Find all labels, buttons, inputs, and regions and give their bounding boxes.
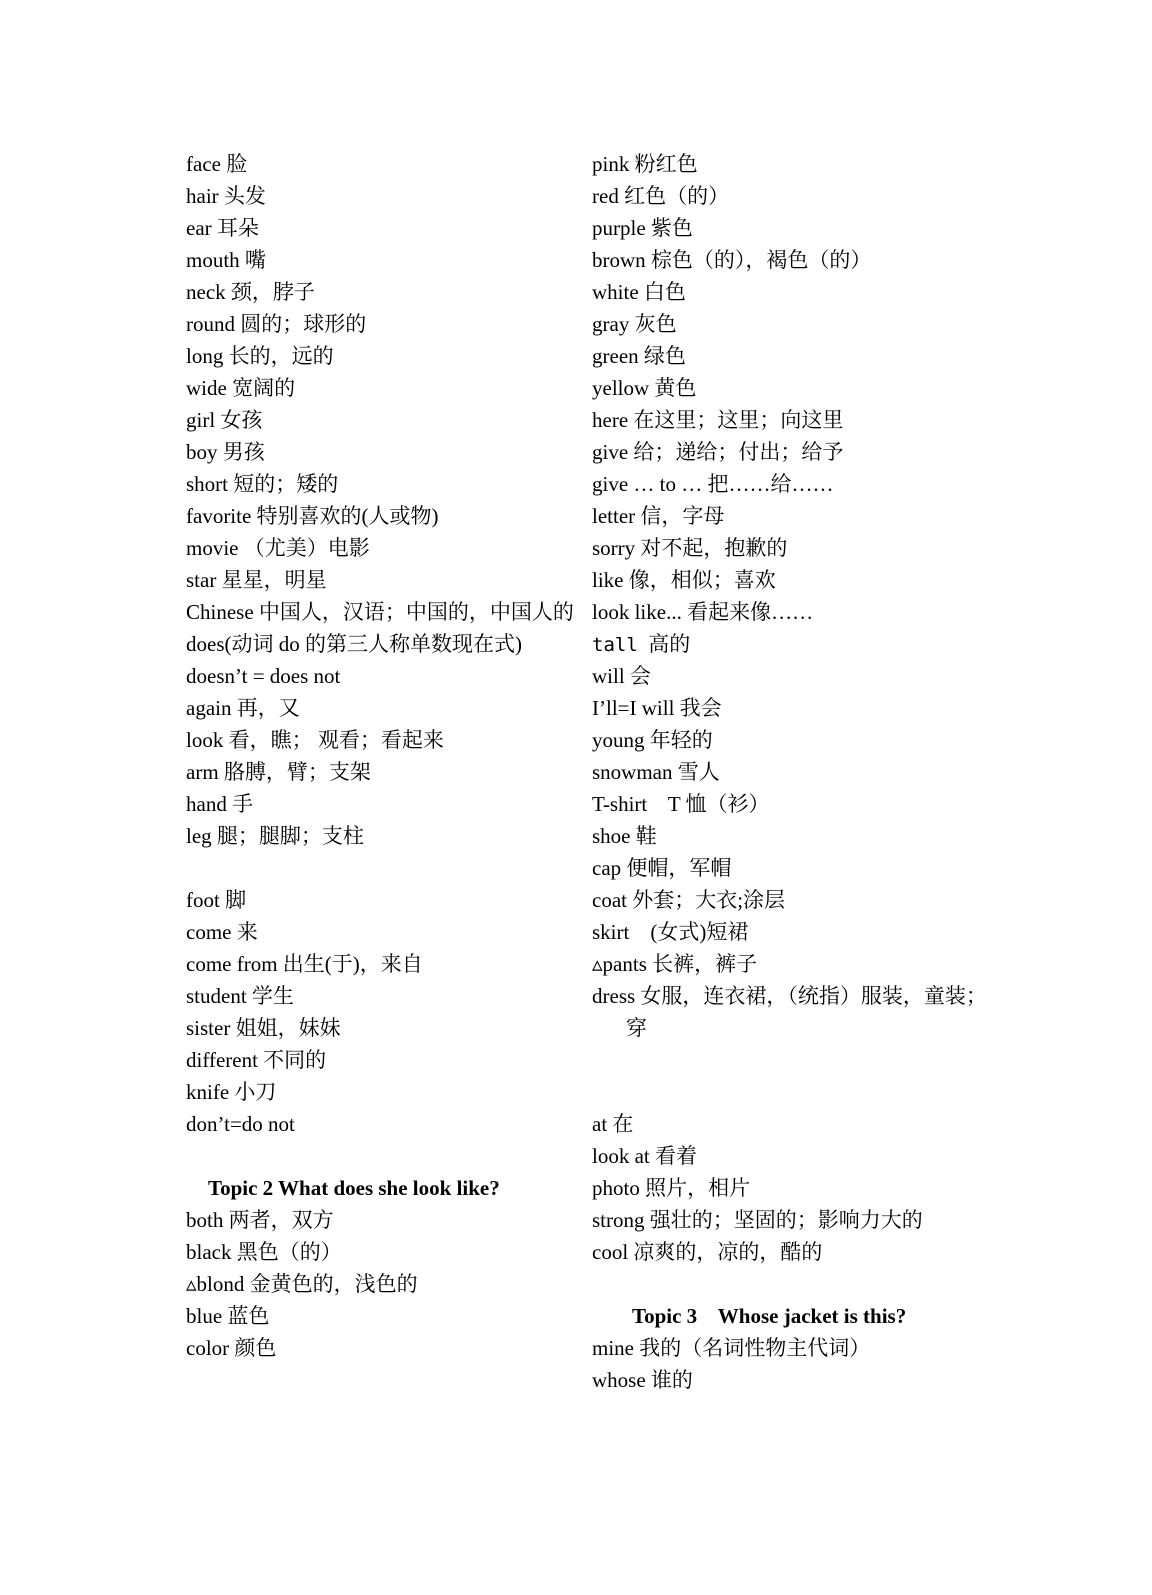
vocab-entry: sister 姐姐，妹妹 bbox=[186, 1016, 341, 1040]
vocab-entry: brown 棕色（的），褐色（的） bbox=[592, 248, 872, 272]
vocab-entry: sorry 对不起，抱歉的 bbox=[592, 536, 788, 560]
vocab-entry: mine 我的（名词性物主代词） bbox=[592, 1336, 871, 1360]
vocab-entry: young 年轻的 bbox=[592, 728, 713, 752]
vocab-entry: whose 谁的 bbox=[592, 1368, 693, 1392]
vocab-entry: mouth 嘴 bbox=[186, 248, 266, 272]
vocab-entry: leg 腿；腿脚；支柱 bbox=[186, 824, 364, 848]
vocab-entry: cool 凉爽的，凉的，酷的 bbox=[592, 1240, 823, 1264]
vocab-entry: skirt (女式)短裙 bbox=[592, 920, 749, 944]
vocab-entry: neck 颈，脖子 bbox=[186, 280, 315, 304]
vocab-entry: ear 耳朵 bbox=[186, 216, 259, 240]
topic-heading: Topic 2 What does she look like? bbox=[208, 1176, 500, 1200]
vocab-entry: hand 手 bbox=[186, 792, 254, 816]
vocab-entry: star 星星，明星 bbox=[186, 568, 327, 592]
vocab-meaning: 高的 bbox=[637, 632, 691, 656]
vocab-entry: arm 胳膊，臂；支架 bbox=[186, 760, 371, 784]
vocab-entry: does(动词 do 的第三人称单数现在式) bbox=[186, 632, 522, 656]
vocab-entry: wide 宽阔的 bbox=[186, 376, 296, 400]
vocab-entry: look at 看着 bbox=[592, 1144, 697, 1168]
right-column bbox=[592, 148, 987, 1396]
vocab-entry: come 来 bbox=[186, 920, 258, 944]
vocab-entry: will 会 bbox=[592, 664, 651, 688]
spacer bbox=[592, 1268, 982, 1300]
vocab-entry: snowman 雪人 bbox=[592, 760, 720, 784]
vocab-entry: girl 女孩 bbox=[186, 408, 263, 432]
vocab-entry: come from 出生(于)，来自 bbox=[186, 952, 423, 976]
vocab-entry: movie （尤美）电影 bbox=[186, 536, 370, 560]
vocab-entry: black 黑色（的） bbox=[186, 1240, 342, 1264]
vocab-entry: yellow 黄色 bbox=[592, 376, 697, 400]
vocab-entry: shoe 鞋 bbox=[592, 824, 657, 848]
vocab-entry: I’ll=I will 我会 bbox=[592, 696, 722, 720]
vocab-entry: favorite 特别喜欢的(人或物) bbox=[186, 504, 439, 528]
vocab-entry: dress 女服，连衣裙，（统指）服装，童装；穿 bbox=[592, 984, 987, 1040]
vocab-entry: T-shirt T 恤（衫） bbox=[592, 792, 770, 816]
vocab-entry: student 学生 bbox=[186, 984, 294, 1008]
vocab-entry: Chinese 中国人，汉语；中国的，中国人的 bbox=[186, 600, 574, 624]
vocab-entry: short 短的；矮的 bbox=[186, 472, 339, 496]
topic-heading: Topic 3 Whose jacket is this? bbox=[632, 1304, 907, 1328]
vocab-entry: knife 小刀 bbox=[186, 1080, 277, 1104]
vocab-entry: gray 灰色 bbox=[592, 312, 677, 336]
vocab-entry: look 看，瞧； 观看；看起来 bbox=[186, 728, 444, 752]
vocab-entry: don’t=do not bbox=[186, 1112, 295, 1136]
spacer bbox=[592, 1076, 982, 1108]
vocab-entry: look like... 看起来像…… bbox=[592, 600, 814, 624]
vocab-entry: face 脸 bbox=[186, 152, 248, 176]
vocab-entry bbox=[592, 628, 982, 660]
vocab-entry: red 红色（的） bbox=[592, 184, 730, 208]
vocab-entry: here 在这里；这里；向这里 bbox=[592, 408, 844, 432]
vocab-entry: cap 便帽，军帽 bbox=[592, 856, 732, 880]
vocab-entry: blue 蓝色 bbox=[186, 1304, 270, 1328]
spacer bbox=[592, 1044, 982, 1076]
vocab-entry: letter 信，字母 bbox=[592, 504, 725, 528]
vocab-entry: ▵pants 长裤，裤子 bbox=[592, 952, 758, 976]
vocab-entry: ▵blond 金黄色的，浅色的 bbox=[186, 1272, 418, 1296]
vocab-entry: long 长的，远的 bbox=[186, 344, 334, 368]
vocab-entry: photo 照片，相片 bbox=[592, 1176, 751, 1200]
spacer bbox=[186, 1140, 566, 1172]
vocab-word: tall bbox=[592, 634, 638, 656]
vocab-entry: give … to … 把……给…… bbox=[592, 472, 834, 496]
vocab-entry: doesn’t = does not bbox=[186, 664, 341, 688]
vocab-entry: coat 外套；大衣;涂层 bbox=[592, 888, 786, 912]
vocab-entry: round 圆的；球形的 bbox=[186, 312, 367, 336]
vocab-entry: both 两者，双方 bbox=[186, 1208, 334, 1232]
vocab-entry: again 再，又 bbox=[186, 696, 300, 720]
vocab-entry: foot 脚 bbox=[186, 888, 247, 912]
vocab-entry: strong 强壮的；坚固的；影响力大的 bbox=[592, 1208, 923, 1232]
vocab-entry: boy 男孩 bbox=[186, 440, 265, 464]
vocab-entry: like 像，相似；喜欢 bbox=[592, 568, 776, 592]
vocab-entry: color 颜色 bbox=[186, 1336, 277, 1360]
vocab-entry: green 绿色 bbox=[592, 344, 686, 368]
vocab-entry: pink 粉红色 bbox=[592, 152, 698, 176]
spacer bbox=[186, 852, 566, 884]
vocab-entry: purple 紫色 bbox=[592, 216, 693, 240]
vocab-entry: at 在 bbox=[592, 1112, 634, 1136]
left-column bbox=[186, 148, 574, 1364]
vocab-entry: give 给；递给；付出；给予 bbox=[592, 440, 844, 464]
vocab-entry: white 白色 bbox=[592, 280, 686, 304]
vocab-entry: hair 头发 bbox=[186, 184, 266, 208]
vocab-entry: different 不同的 bbox=[186, 1048, 327, 1072]
